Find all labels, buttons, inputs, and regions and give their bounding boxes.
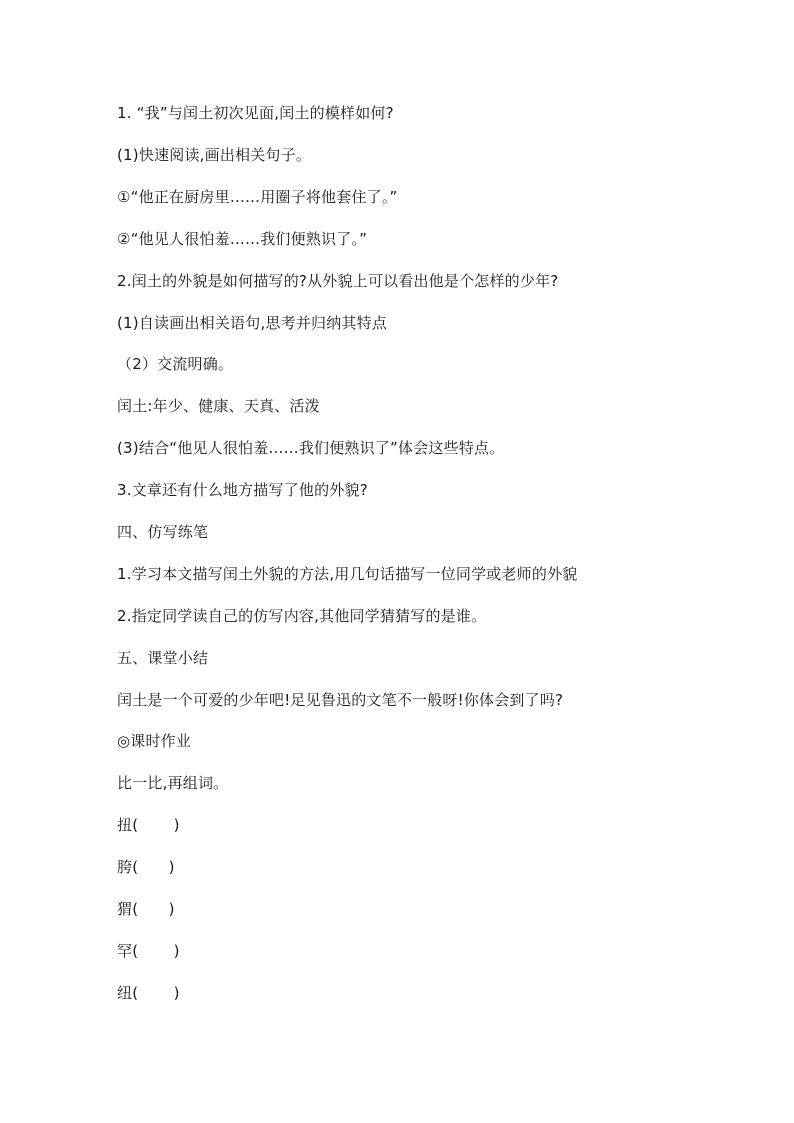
question-2-step-1: (1)自读画出相关语句,思考并归纳其特点 bbox=[117, 314, 388, 332]
word-item-2: 胯( ) bbox=[117, 858, 175, 876]
question-2: 2.闰土的外貌是如何描写的?从外貌上可以看出他是个怎样的少年? bbox=[117, 272, 559, 290]
quote-1: ①“他正在厨房里……用圈子将他套住了。” bbox=[117, 188, 398, 206]
homework-heading: ◎课时作业 bbox=[117, 732, 192, 750]
word-item-4: 罕( ) bbox=[117, 942, 180, 960]
summary-text: 闰土是一个可爱的少年吧!足见鲁迅的文笔不一般呀!你体会到了吗? bbox=[117, 691, 564, 709]
word-item-5: 纽( ) bbox=[117, 984, 180, 1002]
question-1: 1. “我”与闰土初次见面,闰土的模样如何? bbox=[117, 104, 394, 122]
homework-instruction: 比一比,再组词。 bbox=[117, 774, 229, 792]
question-2-step-2: （2）交流明确。 bbox=[117, 355, 234, 373]
word-item-3: 猬( ) bbox=[117, 900, 175, 918]
runtu-traits: 闰土:年少、健康、天真、活泼 bbox=[117, 397, 320, 415]
question-2-step-3: (3)结合“他见人很怕羞……我们便熟识了”体会这些特点。 bbox=[117, 439, 505, 457]
section-5-heading: 五、课堂小结 bbox=[117, 649, 209, 667]
exercise-2: 2.指定同学读自己的仿写内容,其他同学猜猜写的是谁。 bbox=[117, 607, 487, 625]
quote-2: ②“他见人很怕羞……我们便熟识了。” bbox=[117, 230, 368, 248]
question-1-step-1: (1)快速阅读,画出相关句子。 bbox=[117, 146, 312, 164]
word-item-1: 扭( ) bbox=[117, 816, 180, 834]
question-3: 3.文章还有什么地方描写了他的外貌? bbox=[117, 481, 368, 499]
exercise-1: 1.学习本文描写闰土外貌的方法,用几句话描写一位同学或老师的外貌 bbox=[117, 565, 578, 583]
section-4-heading: 四、仿写练笔 bbox=[117, 523, 209, 541]
